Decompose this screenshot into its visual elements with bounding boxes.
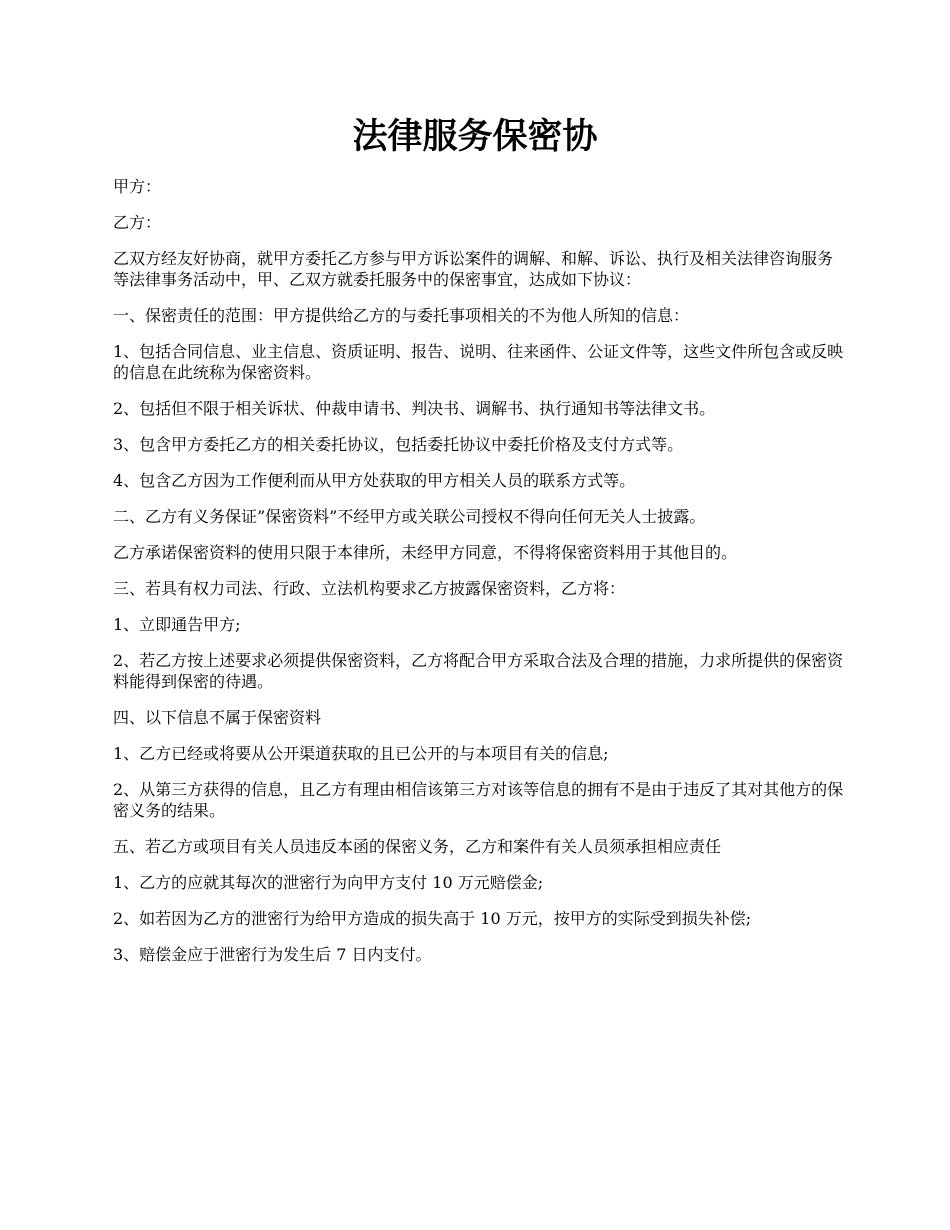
section-1-item-2: 2、包括但不限于相关诉状、仲裁申请书、判决书、调解书、执行通知书等法律文书。 [113, 399, 716, 418]
section-3-item-1: 1、立即通告甲方; [113, 615, 241, 634]
party-b-line: 乙方： [113, 213, 162, 232]
preamble-paragraph: 乙双方经友好协商，就甲方委托乙方参与甲方诉讼案件的调解、和解、诉讼、执行及相关法律咨询服务等法律事务活动中，甲、乙双方就委托服务中的保密事宜，达成如下协议： [113, 249, 834, 289]
section-5-item-3: 3、赔偿金应于泄密行为发生后 7 日内支付。 [113, 945, 432, 964]
section-1-item-4: 4、包含乙方因为工作便利而从甲方处获取的甲方相关人员的联系方式等。 [113, 471, 636, 490]
section-3-heading: 三、若具有权力司法、行政、立法机构要求乙方披露保密资料，乙方将： [113, 579, 626, 598]
section-5-heading: 五、若乙方或项目有关人员违反本函的保密义务，乙方和案件有关人员须承担相应责任 [113, 837, 722, 856]
section-2-heading: 二、乙方有义务保证”保密资料”不经甲方或关联公司授权不得向任何无关人士披露。 [113, 507, 706, 526]
section-4-heading: 四、以下信息不属于保密资料 [113, 708, 322, 727]
section-3-item-2: 2、若乙方按上述要求必须提供保密资料，乙方将配合甲方采取合法及合理的措施，力求所提供的保密资料能得到保密的待遇。 [113, 651, 844, 691]
party-a-line: 甲方： [113, 177, 162, 196]
section-4-item-1: 1、乙方已经或将要从公开渠道获取的且已公开的与本项目有关的信息; [113, 744, 609, 763]
section-5-item-2: 2、如若因为乙方的泄密行为给甲方造成的损失高于 10 万元，按甲方的实际受到损失补偿; [113, 909, 752, 928]
document-title: 法律服务保密协 [352, 116, 598, 157]
section-2-paragraph: 乙方承诺保密资料的使用只限于本律所，未经甲方同意，不得将保密资料用于其他目的。 [113, 543, 738, 562]
document-body [113, 176, 848, 980]
section-5-item-1: 1、乙方的应就其每次的泄密行为向甲方支付 10 万元赔偿金; [113, 873, 544, 892]
section-1-heading: 一、保密责任的范围：甲方提供给乙方的与委托事项相关的不为他人所知的信息： [113, 306, 690, 325]
section-1-item-1: 1、包括合同信息、业主信息、资质证明、报告、说明、往来函件、公证文件等，这些文件所包含或反映的信息在此统称为保密资料。 [113, 342, 844, 382]
section-1-item-3: 3、包含甲方委托乙方的相关委托协议，包括委托协议中委托价格及支付方式等。 [113, 435, 684, 454]
section-4-item-2: 2、从第三方获得的信息，且乙方有理由相信该第三方对该等信息的拥有不是由于违反了其对其他方的保密义务的结果。 [113, 780, 844, 820]
